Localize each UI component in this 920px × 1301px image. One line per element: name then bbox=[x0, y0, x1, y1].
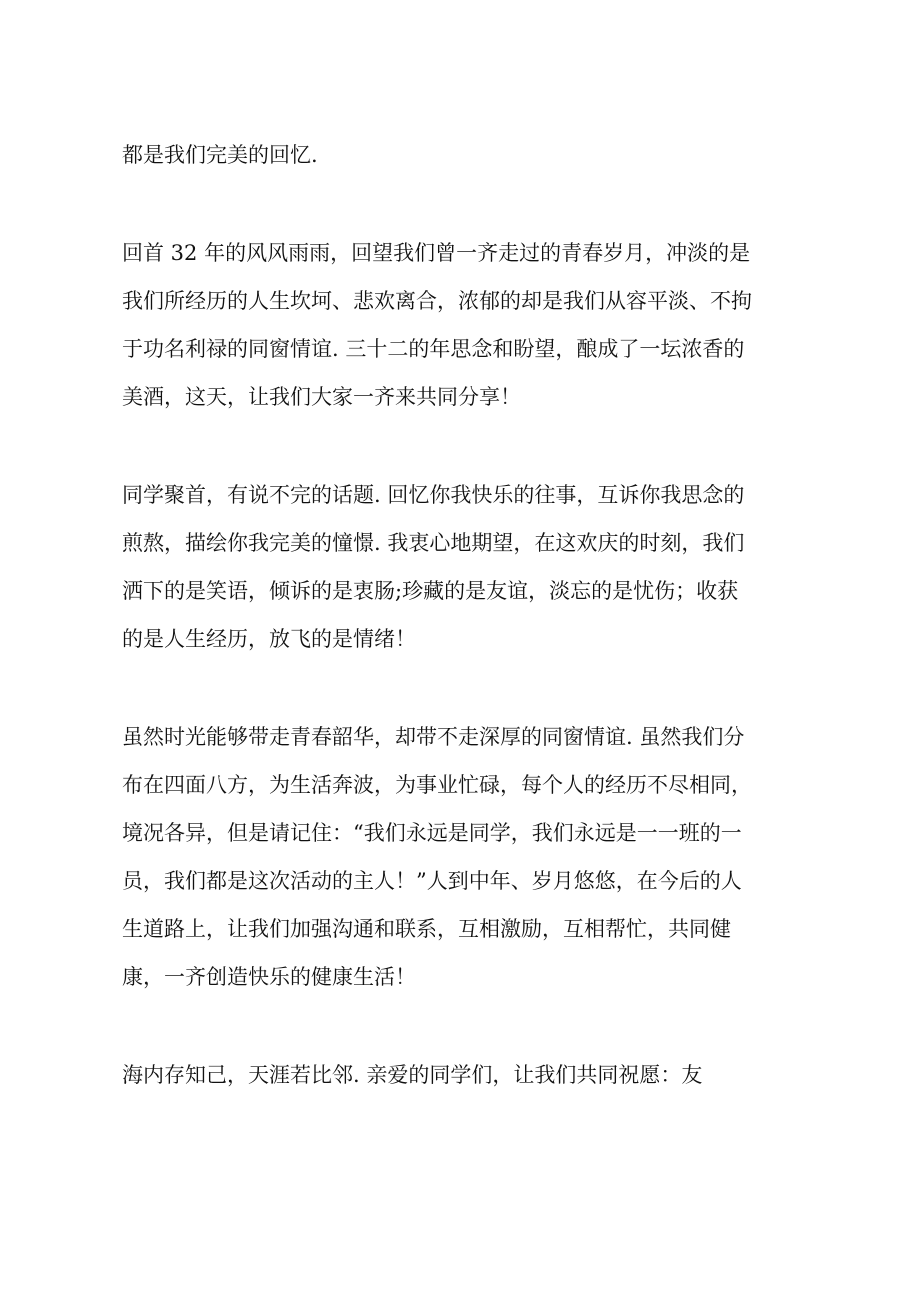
paragraph-2-line-1: 回首 32 年的风风雨雨，回望我们曾一齐走过的青春岁月，冲淡的是 bbox=[122, 241, 751, 265]
paragraph-4-line-5: 生道路上，让我们加强沟通和联系，互相激励，互相帮忙，共同健 bbox=[122, 917, 731, 941]
paragraph-2-line-3: 于功名利禄的同窗情谊. 三十二的年思念和盼望，酿成了一坛浓香的 bbox=[122, 337, 745, 361]
paragraph-1-line-1: 都是我们完美的回忆. bbox=[122, 143, 318, 167]
paragraph-3-line-1: 同学聚首，有说不完的话题. 回忆你我快乐的往事，互诉你我思念的 bbox=[122, 483, 745, 507]
paragraph-2-line-2: 我们所经历的人生坎坷、悲欢离合，浓郁的却是我们从容平淡、不拘 bbox=[122, 289, 752, 313]
paragraph-3-line-4: 的是人生经历，放飞的是情绪！ bbox=[122, 627, 416, 651]
paragraph-3-line-3: 洒下的是笑语，倾诉的是衷肠;珍藏的是友谊，淡忘的是忧伤；收获 bbox=[122, 579, 739, 603]
paragraph-4-line-4: 员，我们都是这次活动的主人！”人到中年、岁月悠悠，在今后的人 bbox=[122, 869, 742, 893]
paragraph-4-line-1: 虽然时光能够带走青春韶华，却带不走深厚的同窗情谊. 虽然我们分 bbox=[122, 725, 745, 749]
paragraph-4-line-2: 布在四面八方，为生活奔波，为事业忙碌，每个人的经历不尽相同， bbox=[122, 773, 752, 797]
paragraph-4-line-6: 康，一齐创造快乐的健康生活！ bbox=[122, 965, 416, 989]
paragraph-3-line-2: 煎熬，描绘你我完美的憧憬. 我衷心地期望，在这欢庆的时刻，我们 bbox=[122, 531, 745, 555]
paragraph-4-line-3: 境况各异，但是请记住：“我们永远是同学，我们永远是一一班的一 bbox=[122, 821, 742, 845]
paragraph-5-line-1: 海内存知己，天涯若比邻. 亲爱的同学们，让我们共同祝愿：友 bbox=[122, 1063, 703, 1087]
paragraph-2-line-4: 美酒，这天，让我们大家一齐来共同分享！ bbox=[122, 385, 521, 409]
